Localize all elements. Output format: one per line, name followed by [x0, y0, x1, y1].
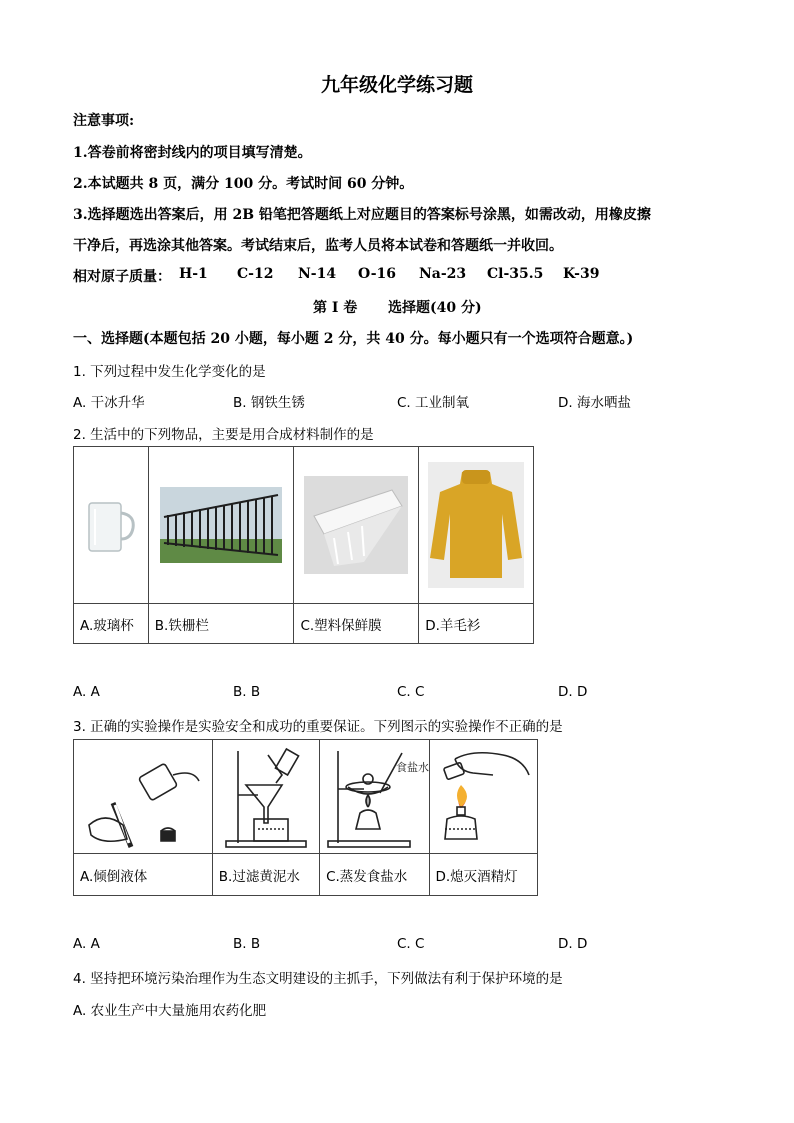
question-3-option-c: C. C — [397, 936, 425, 952]
question-2-stem: 2. 生活中的下列物品，主要是用合成材料制作的是 — [73, 427, 374, 443]
image-label-c: C.塑料保鲜膜 — [294, 604, 419, 644]
atomic-mass-na: Na-23 — [419, 266, 467, 282]
section-label: 第 I 卷 — [313, 300, 358, 316]
question-3-option-b: B. B — [233, 936, 261, 952]
image-label-c: C.蒸发食盐水 — [320, 854, 429, 896]
image-label-b: B.过滤黄泥水 — [212, 854, 319, 896]
iron-fence-image — [149, 487, 294, 563]
pour-liquid-figure — [74, 745, 212, 849]
question-1-option-a: A. 干冰升华 — [73, 395, 145, 411]
figure-label-salt-water: 食盐水 — [396, 760, 430, 774]
wool-sweater-image — [419, 462, 533, 588]
atomic-mass-c: C-12 — [237, 266, 274, 282]
section-instruction: 一、选择题(本题包括 20 小题，每小题 2 分，共 40 分。每小题只有一个选项符合题意。) — [73, 331, 634, 347]
image-label-a: A.玻璃杯 — [74, 604, 149, 644]
image-label-a: A.倾倒液体 — [74, 854, 213, 896]
note-item: 1.答卷前将密封线内的项目填写清楚。 — [73, 145, 312, 161]
question-1-option-b: B. 钢铁生锈 — [233, 395, 305, 411]
extinguish-lamp-figure — [430, 745, 538, 849]
question-3-image-table — [73, 739, 538, 896]
note-item: 2.本试题共 8 页，满分 100 分。考试时间 60 分钟。 — [73, 176, 414, 192]
note-item: 3.选择题选出答案后，用 2B 铅笔把答题纸上对应题目的答案标号涂黑，如需改动，用橡皮擦 — [73, 207, 651, 223]
atomic-mass-o: O-16 — [358, 266, 397, 282]
image-label-d: D.熄灭酒精灯 — [429, 854, 538, 896]
question-2-option-a: A. A — [73, 684, 100, 700]
question-3-option-d: D. D — [558, 936, 588, 952]
section-title: 选择题(40 分) — [388, 300, 482, 316]
glass-cup-image — [74, 495, 148, 555]
atomic-mass-label: 相对原子质量： — [73, 269, 171, 285]
image-label-d: D.羊毛衫 — [419, 604, 534, 644]
question-1-option-c: C. 工业制氧 — [397, 395, 470, 411]
image-label-b: B.铁栅栏 — [148, 604, 294, 644]
atomic-mass-h: H-1 — [179, 266, 208, 282]
atomic-mass-n: N-14 — [298, 266, 337, 282]
question-4-option-a: A. 农业生产中大量施用农药化肥 — [73, 1003, 267, 1019]
note-item: 干净后，再选涂其他答案。考试结束后，监考人员将本试卷和答题纸一并收回。 — [73, 238, 563, 254]
filter-figure — [213, 745, 319, 849]
evaporate-figure — [320, 745, 428, 849]
notes-heading: 注意事项: — [73, 113, 135, 129]
question-2-option-c: C. C — [397, 684, 425, 700]
question-2-option-b: B. B — [233, 684, 261, 700]
question-4-stem: 4. 坚持把环境污染治理作为生态文明建设的主抓手，下列做法有利于保护环境的是 — [73, 971, 563, 987]
atomic-mass-cl: Cl-35.5 — [487, 266, 544, 282]
question-3-stem: 3. 正确的实验操作是实验安全和成功的重要保证。下列图示的实验操作不正确的是 — [73, 719, 563, 735]
question-3-option-a: A. A — [73, 936, 100, 952]
question-2-image-table — [73, 446, 534, 644]
question-1-stem: 1. 下列过程中发生化学变化的是 — [73, 364, 266, 380]
question-2-option-d: D. D — [558, 684, 588, 700]
page-title: 九年级化学练习题 — [320, 74, 473, 96]
atomic-mass-k: K-39 — [563, 266, 600, 282]
plastic-wrap-image — [294, 476, 418, 574]
question-1-option-d: D. 海水晒盐 — [558, 395, 631, 411]
